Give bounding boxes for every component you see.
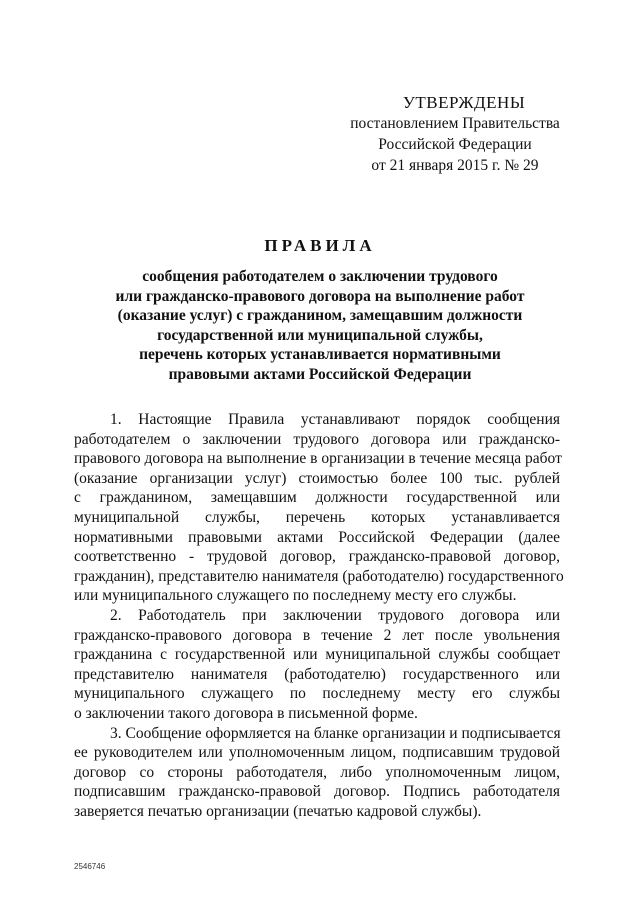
paragraph-line: 1. Настоящие Правила устанавливают порядок сообщения (110, 411, 560, 428)
paragraph-line: муниципальной службы, перечень которых устанавливается (74, 508, 560, 526)
paragraph-line: заверяется печатью организации (печатью кадровой службы). (74, 802, 482, 820)
document-number: 2546746 (74, 862, 106, 871)
paragraph-line: ее руководителем или уполномоченным лицом, подписавшим трудовой (74, 744, 560, 762)
paragraph-line: гражданин), представителю нанимателя (работодателю) государственного (74, 567, 564, 585)
paragraph-2 (74, 606, 560, 724)
subtitle-line: перечень которых устанавливается нормативными (139, 346, 501, 363)
paragraph-line: работодателем о заключении трудового договора или гражданско- (74, 430, 560, 448)
paragraph-line: правового договора на выполнение в организации в течение месяца работ (74, 450, 562, 468)
subtitle-line: (оказание услуг) с гражданином, замещавшим должности (117, 307, 523, 324)
paragraph-line: договор со стороны работодателя, либо уполномоченным лицом, (74, 763, 560, 781)
paragraph-line: 2. Работодатель при заключении трудового договора или (110, 606, 560, 624)
paragraph-line: нормативными правовыми актами Российской Федерации (далее (74, 528, 560, 546)
document-subtitle (90, 267, 550, 384)
approval-stamp (330, 92, 580, 176)
paragraph-1 (74, 410, 564, 606)
paragraph-line: гражданско-правового договора в течение 2 лет после увольнения (74, 626, 560, 644)
paragraph-line: представителю нанимателя (работодателю) государственного или (74, 665, 560, 683)
paragraph-line: с гражданином, замещавшим должности государственной или (74, 489, 560, 507)
paragraph-line: о заключении такого договора в письменной форме. (74, 704, 418, 722)
subtitle-line: или гражданско-правового договора на выполнение работ (115, 287, 525, 305)
paragraph-line: подписавшим гражданско-правовой договор. Подпись работодателя (74, 783, 560, 801)
subtitle-line: сообщения работодателем о заключении трудового (142, 268, 498, 285)
subtitle-line: государственной или муниципальной службы, (157, 326, 483, 344)
document-title: ПРАВИЛА (264, 236, 376, 255)
paragraph-line: гражданина с государственной или муниципальной службы сообщает (74, 646, 560, 664)
approval-heading: УТВЕРЖДЕНЫ (402, 93, 526, 112)
subtitle-line: правовыми актами Российской Федерации (168, 365, 472, 383)
paragraph-line: 3. Сообщение оформляется на бланке организации и подписывается (110, 724, 561, 742)
paragraph-line: (оказание организации услуг) стоимостью более 100 тыс. рублей (74, 469, 560, 487)
paragraph-line: муниципального служащего по последнему месту его службы (74, 685, 560, 703)
paragraph-line: или муниципального служащего по последнему месту его службы. (74, 587, 517, 605)
paragraph-3 (74, 724, 560, 822)
document-body (74, 410, 564, 821)
approval-line-government: Российской Федерации (378, 136, 532, 153)
approval-line-date: от 21 января 2015 г. № 29 (371, 157, 539, 174)
approval-line-decree: постановлением Правительства (350, 115, 560, 132)
paragraph-line: соответственно - трудовой договор, гражданско-правовой договор, (74, 548, 560, 566)
